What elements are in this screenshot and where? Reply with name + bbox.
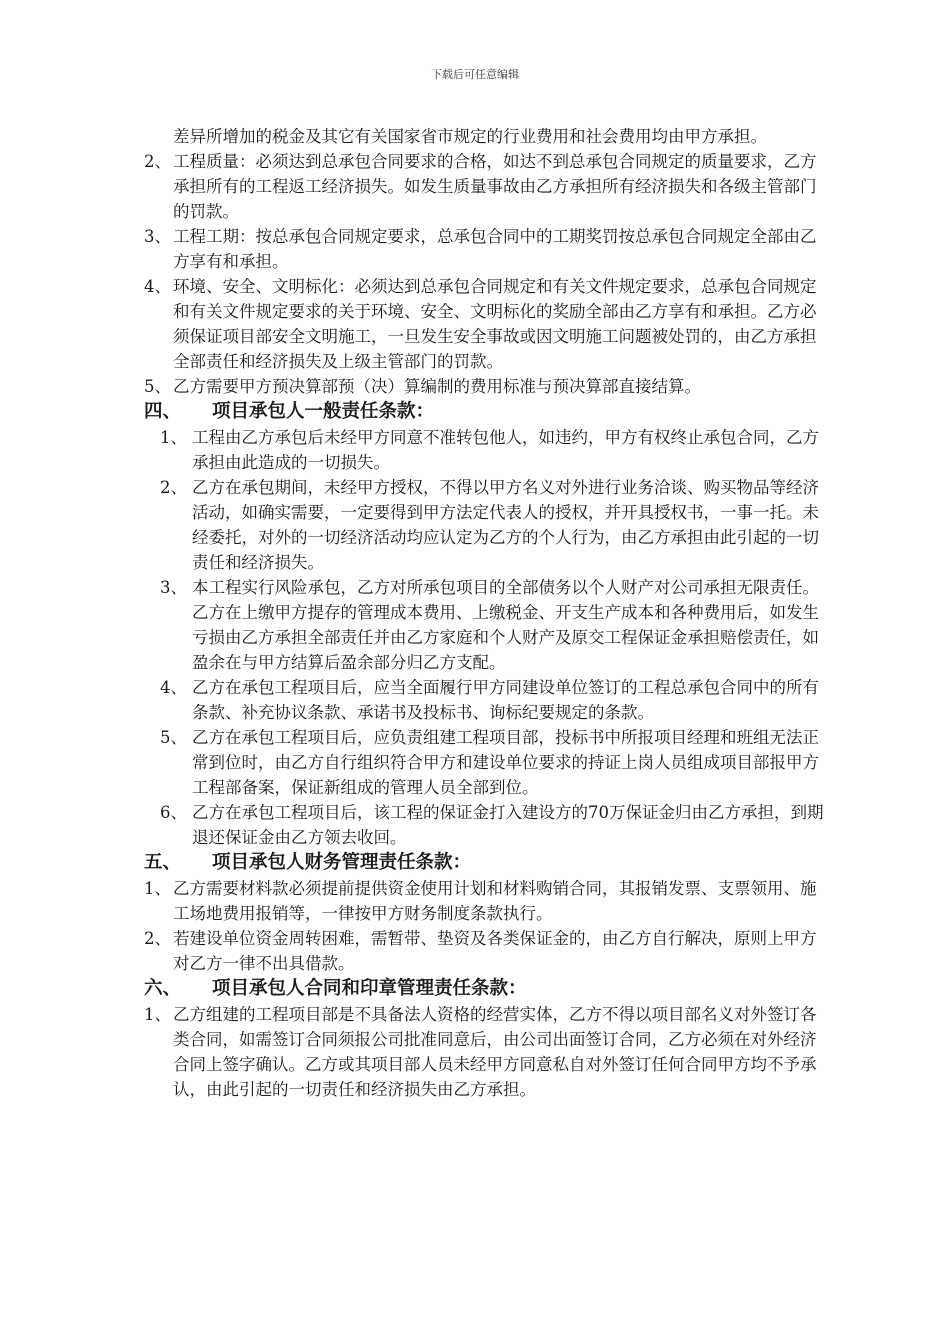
- section-number: 五、: [144, 852, 182, 873]
- section-number: 六、: [144, 978, 182, 999]
- list-item: [140, 374, 830, 399]
- item-text: 乙方在承包工程项目后，应负责组建工程项目部，投标书中所报项目经理和班组无法正常到位时，由乙方自行组织符合甲方和建设单位要求的持证上岗人员组成项目部报甲方工程部备案，保证新组成的管理人员全部到位。: [192, 728, 819, 797]
- item-text: 工程由乙方承包后未经甲方同意不准转包他人，如违约，甲方有权终止承包合同，乙方承担由此造成的一切损失。: [192, 428, 819, 472]
- section-heading-6: [140, 976, 830, 1002]
- section-number: 四、: [144, 401, 182, 422]
- item-number: 2、: [160, 478, 187, 497]
- item-text: 乙方在承包期间，未经甲方授权，不得以甲方名义对外进行业务洽谈、购买物品等经济活动，如确实需要，一定要得到甲方法定代表人的授权，并开具授权书，一事一托。未经委托，对外的一切经济活动均应认定为乙方的个人行为，由乙方承担由此引起的一切责任和经济损失。: [192, 478, 819, 572]
- section-title: 项目承包人一般责任条款：: [212, 401, 435, 422]
- list-item: [140, 1002, 830, 1102]
- item-number: 3、: [144, 227, 171, 246]
- item-text: 乙方在承包工程项目后，应当全面履行甲方同建设单位签订的工程总承包合同中的所有条款、补充协议条款、承诺书及投标书、询标纪要规定的条款。: [192, 678, 819, 722]
- intro-paragraph: 差异所增加的税金及其它有关国家省市规定的行业费用和社会费用均由甲方承担。: [173, 127, 767, 146]
- item-number: 5、: [144, 377, 171, 396]
- item-text: 工程质量：必须达到总承包合同要求的合格，如达不到总承包合同规定的质量要求，乙方承担所有的工程返工经济损失。如发生质量事故由乙方承担所有经济损失和各级主管部门的罚款。: [173, 152, 817, 221]
- item-text: 乙方需要甲方预决算部预（决）算编制的费用标准与预决算部直接结算。: [173, 377, 701, 396]
- list-item: [140, 725, 830, 800]
- list-item: [140, 575, 830, 675]
- item-text: 工程工期：按总承包合同规定要求，总承包合同中的工期奖罚按总承包合同规定全部由乙方享有和承担。: [173, 227, 817, 271]
- item-number: 6、: [160, 803, 187, 822]
- list-item: [140, 425, 830, 475]
- item-number: 2、: [144, 929, 171, 948]
- item-text: 本工程实行风险承包，乙方对所承包项目的全部债务以个人财产对公司承担无限责任。乙方在上缴甲方提存的管理成本费用、上缴税金、开支生产成本和各种费用后，如发生亏损由乙方承担全部责任并由乙方家庭和个人财产及原交工程保证金承担赔偿责任，如盈余在与甲方结算后盈余部分归乙方支配。: [192, 578, 819, 672]
- item-number: 1、: [160, 428, 187, 447]
- list-item: [140, 876, 830, 926]
- list-item: [140, 224, 830, 274]
- page-header: 下载后可任意编辑: [431, 68, 519, 81]
- list-item: [140, 475, 830, 575]
- list-item: [140, 926, 830, 976]
- item-text: 若建设单位资金周转困难，需暂带、垫资及各类保证金的，由乙方自行解决，原则上甲方对乙方一律不出具借款。: [173, 929, 817, 973]
- list-item: [140, 800, 830, 850]
- item-number: 5、: [160, 728, 187, 747]
- section-title: 项目承包人合同和印章管理责任条款：: [212, 978, 527, 999]
- item-text: 乙方需要材料款必须提前提供资金使用计划和材料购销合同，其报销发票、支票领用、施工场地费用报销等，一律按甲方财务制度条款执行。: [173, 879, 817, 923]
- item-number: 1、: [144, 879, 171, 898]
- item-number: 1、: [144, 1005, 171, 1024]
- item-number: 4、: [160, 678, 187, 697]
- list-item: [140, 274, 830, 374]
- list-item: [140, 675, 830, 725]
- item-text: 环境、安全、文明标化：必须达到总承包合同规定和有关文件规定要求，总承包合同规定和有关文件规定要求的关于环境、安全、文明标化的奖励全部由乙方享有和承担。乙方必须保证项目部安全文明施工，一旦发生安全事故或因文明施工问题被处罚的，由乙方承担全部责任和经济损失及上级主管部门的罚款。: [173, 277, 817, 371]
- list-item: [140, 149, 830, 224]
- item-number: 2、: [144, 152, 171, 171]
- item-number: 4、: [144, 277, 171, 296]
- section-title: 项目承包人财务管理责任条款：: [212, 852, 472, 873]
- section-heading-5: [140, 850, 830, 876]
- item-text: 乙方在承包工程项目后，该工程的保证金打入建设方的70万保证金归由乙方承担，到期退还保证金由乙方领去收回。: [192, 803, 824, 847]
- document-body: [140, 124, 830, 1102]
- item-text: 乙方组建的工程项目部是不具备法人资格的经营实体，乙方不得以项目部名义对外签订各类合同，如需签订合同须报公司批准同意后，由公司出面签订合同，乙方必须在对外经济合同上签字确认。乙方或其项目部人员未经甲方同意私自对外签订任何合同甲方均不予承认，由此引起的一切责任和经济损失由乙方承担。: [173, 1005, 817, 1099]
- section-heading-4: [140, 399, 830, 425]
- item-number: 3、: [160, 578, 187, 597]
